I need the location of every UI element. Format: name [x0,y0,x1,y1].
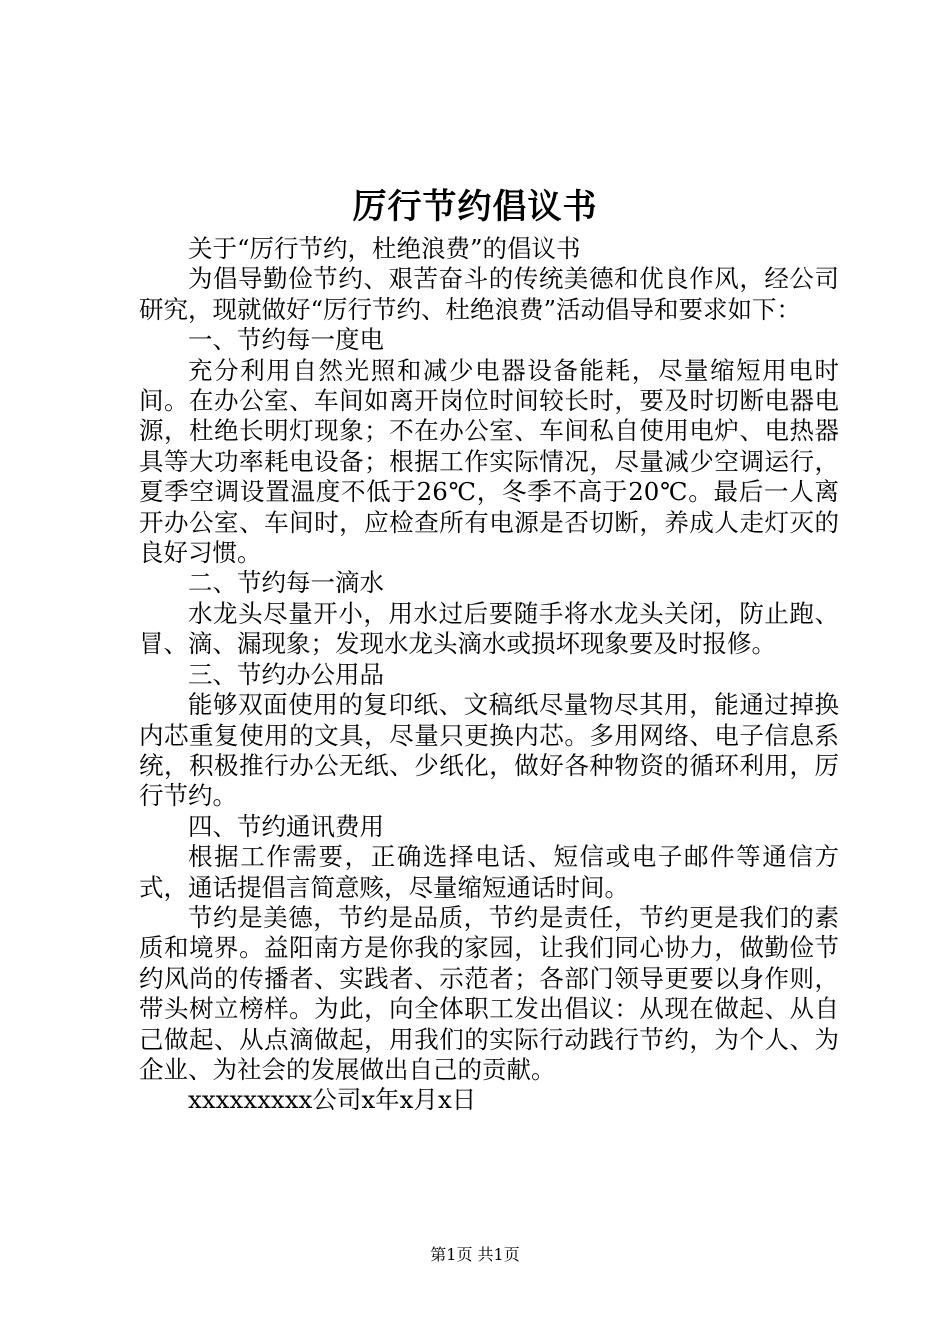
section-body-water: 水龙头尽量开小，用水过后要随手将水龙头关闭，防止跑、冒、滴、漏现象；发现水龙头滴水或损坏现象要及时报修。 [139,598,839,659]
page-footer: 第1页 共1页 [430,1245,520,1264]
section-body-communication: 根据工作需要，正确选择电话、短信或电子邮件等通信方式，通话提倡言简意赅，尽量缩短通话时间。 [139,842,839,902]
signature-date: xxxxxxxxx公司x年x月x日 [188,1085,477,1115]
section-heading-communication: 四、节约通讯费用 [188,811,384,841]
section-body-electricity: 充分利用自然光照和减少电器设备能耗，尽量缩短用电时间。在办公室、车间如离开岗位时间较长时，要及时切断电器电源，杜绝长明灯现象；不在办公室、车间私自使用电炉、电热器具等大功率耗电设备；根据工作实际情况，尽量减少空调运行，夏季空调设置温度不低于26℃，冬季不高于20℃。最后一人离开办公室、车间时，应检查所有电源是否切断，养成人走灯灭的良好习惯。 [139,355,839,568]
document-body [139,234,839,1116]
section-heading-electricity: 一、节约每一度电 [188,325,384,355]
section-heading-water: 二、节约每一滴水 [188,568,384,598]
section-heading-office-supplies: 三、节约办公用品 [188,659,384,689]
subtitle-paragraph: 关于“厉行节约，杜绝浪费”的倡议书 [188,234,581,263]
section-body-office-supplies: 能够双面使用的复印纸、文稿纸尽量物尽其用，能通过掉换内芯重复使用的文具，尽量只更换内芯。多用网络、电子信息系统，积极推行办公无纸、少纸化，做好各种物资的循环利用，厉行节约。 [139,690,839,811]
intro-paragraph: 为倡导勤俭节约、艰苦奋斗的传统美德和优良作风，经公司研究，现就做好“厉行节约、杜绝浪费”活动倡导和要求如下： [139,264,839,324]
closing-paragraph: 节约是美德，节约是品质，节约是责任，节约更是我们的素质和境界。益阳南方是你我的家园，让我们同心协力，做勤俭节约风尚的传播者、实践者、示范者；各部门领导更要以身作则，带头树立榜样。为此，向全体职工发出倡议：从现在做起、从自己做起、从点滴做起，用我们的实际行动践行节约，为个人、为企业、为社会的发展做出自己的贡献。 [139,902,839,1084]
document-title: 厉行节约倡议书 [352,187,598,227]
